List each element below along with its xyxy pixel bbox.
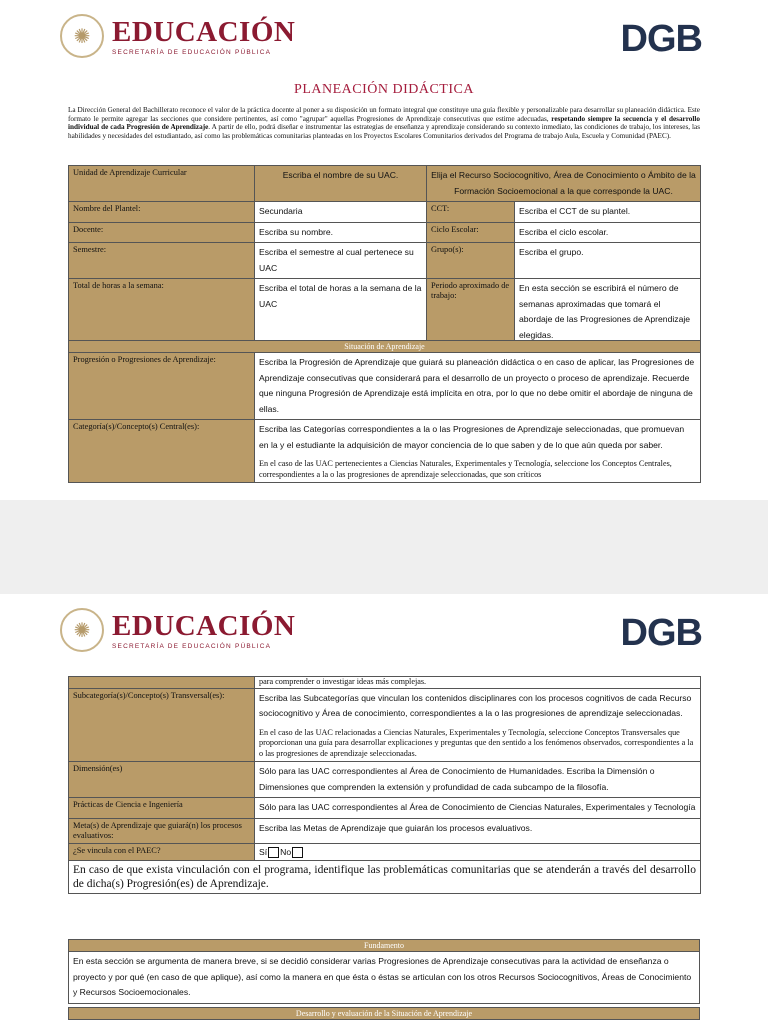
intro-paragraph: La Dirección General del Bachillerato reconoce el valor de la práctica docente al poner a su disposición un formato integral que constituye una guía flexible y personalizable para desarrollar su planeación didáctica. Este formato le permite agregar las secciones que considere pertinentes, así como "agrupar" aquellas Progresiones de Aprendizaje consecutivas que estime adecuadas, respetando siempre la secuencia y el desarrollo individual de cada Progresión de Aprendizaje. A partir de ello, podrá diseñar e instrumentar las estrategias de enseñanza y aprendizaje considerando su contexto inmediato, las condiciones de trabajo, los intereses, las habilidades y necesidades del estudiantado, así como las problemáticas comunitarias planteadas en los Proyectos Escolares Comunitarios derivados del Programa de trabajo Aula, Escuela y Comunidad (PAEC). <box>68 106 700 140</box>
categoria-field[interactable] <box>255 420 701 483</box>
docente-label: Docente: <box>69 222 255 243</box>
semestre-field[interactable]: Escriba el semestre al cual pertenece su UAC <box>255 243 427 279</box>
general-info-table <box>68 165 701 346</box>
paec-label: ¿Se vincula con el PAEC? <box>69 843 255 860</box>
logo-title-2: EDUCACIÓN <box>112 609 296 642</box>
progresion-field[interactable]: Escriba la Progresión de Aprendizaje que guiará su planeación didáctica o en caso de aplicar, las Progresiones de Aprendizaje consecutivas que considerará para el desarrollo de un proyecto o proceso de aprendizaje. Recuerde que ninguna Progresión de Aprendizaje está implícita en otra, por lo que no debe omitir el abordaje de ninguna de ellas. <box>255 353 701 420</box>
situacion-table-cont <box>68 676 701 894</box>
subcategoria-text-cnet: En el caso de las UAC relacionadas a Ciencias Naturales, Experimentales y Tecnología, seleccione Conceptos Transversales que proporcionan una guía para desarrollar explicaciones y preguntas que den sentido a los fenómenos observados, correspondientes a la o las progresiones de aprendizaje seleccionadas. <box>259 727 694 758</box>
fundamento-field[interactable]: En esta sección se argumenta de manera breve, si se decidió considerar varias Progresiones de Aprendizaje consecutivas para la actividad de enseñanza o proyecto y por qué (en caso de que aplique), así como la manera en que ésta o éstas se articulan con los otros Recursos Sociocognitivos, Áreas de Conocimiento y Recursos Socioemocionales. <box>69 952 700 1004</box>
ciclo-field[interactable]: Escriba el ciclo escolar. <box>515 222 701 243</box>
horas-field[interactable]: Escriba el total de horas a la semana de la UAC <box>255 279 427 346</box>
coat-of-arms-icon: ✺ <box>60 14 104 58</box>
paec-note[interactable]: En caso de que exista vinculación con el programa, identifique las problemáticas comunitarias que se atenderán a través del desarrollo de dicha(s) Progresión(es) de Aprendizaje. <box>69 861 701 894</box>
practicas-label: Prácticas de Ciencia e Ingeniería <box>69 798 255 819</box>
si-checkbox[interactable] <box>268 847 279 858</box>
periodo-label: Periodo aproximado de trabajo: <box>427 279 515 346</box>
fundamento-header: Fundamento <box>69 940 700 952</box>
dgb-logo-2: DGB <box>620 612 702 654</box>
subcategoria-text: Escriba las Subcategorías que vinculan los contenidos disciplinares con los procesos cognitivos de cada Recurso sociocognitivo y Área de conocimiento, correspondientes a la o las progresiones de aprendizaje seleccionadas. <box>259 692 692 719</box>
docente-field[interactable]: Escriba su nombre. <box>255 222 427 243</box>
situacion-table <box>68 340 701 483</box>
page-title: PLANEACIÓN DIDÁCTICA <box>294 82 474 97</box>
horas-label: Total de horas a la semana: <box>69 279 255 346</box>
uac-name-field[interactable]: Escriba el nombre de su UAC. <box>255 166 427 202</box>
sep-logo <box>60 14 295 58</box>
categoria-cont-text: para comprender o investigar ideas más complejas. <box>255 677 701 689</box>
cct-label: CCT: <box>427 202 515 223</box>
subcategoria-label: Subcategoría(s)/Concepto(s) Transversal(es): <box>69 688 255 762</box>
no-label: No <box>280 846 292 857</box>
logo-title: EDUCACIÓN <box>112 15 296 48</box>
metas-label: Meta(s) de Aprendizaje que guiará(n) los procesos evaluativos: <box>69 818 255 843</box>
situacion-header: Situación de Aprendizaje <box>69 341 701 353</box>
plantel-field[interactable]: Secundaria <box>255 202 427 223</box>
grupo-field[interactable]: Escriba el grupo. <box>515 243 701 279</box>
si-label: Sí <box>259 846 268 857</box>
metas-field[interactable]: Escriba las Metas de Aprendizaje que guiarán los procesos evaluativos. <box>255 818 701 843</box>
logo-subtitle: SECRETARÍA DE EDUCACIÓN PÚBLICA <box>112 48 272 56</box>
document-page-2 <box>0 594 768 1024</box>
uac-resource-field[interactable]: Elija el Recurso Sociocognitivo, Área de Conocimiento o Ámbito de la Formación Socioemocional a la que corresponde la UAC. <box>427 166 701 202</box>
dimension-field[interactable]: Sólo para las UAC correspondientes al Área de Conocimiento de Humanidades. Escriba la Dimensión o Dimensiones que comprenden la extensión y profundidad de cada subcampo de la filosofía. <box>255 762 701 798</box>
semestre-label: Semestre: <box>69 243 255 279</box>
subcategoria-field[interactable] <box>255 688 701 762</box>
categoria-label: Categoría(s)/Concepto(s) Central(es): <box>69 420 255 483</box>
grupo-label: Grupo(s): <box>427 243 515 279</box>
fundamento-table <box>68 939 700 1004</box>
no-checkbox[interactable] <box>292 847 303 858</box>
categoria-text-cnet: En el caso de las UAC pertenecientes a Ciencias Naturales, Experimentales y Tecnología, seleccione los Conceptos Centrales, correspondientes a la o las progresiones de aprendizaje seleccionadas, que son críticos <box>259 459 672 479</box>
plantel-label: Nombre del Plantel: <box>69 202 255 223</box>
uac-label: Unidad de Aprendizaje Curricular <box>69 166 255 202</box>
cct-field[interactable]: Escriba el CCT de su plantel. <box>515 202 701 223</box>
dimension-label: Dimensión(es) <box>69 762 255 798</box>
categoria-text: Escriba las Categorías correspondientes a la o las Progresiones de Aprendizaje seleccionadas, que promuevan en la y el estudiante la adquisición de mayor conciencia de lo que saben y de lo que aún queda por saber. <box>259 424 685 450</box>
practicas-field[interactable]: Sólo para las UAC correspondientes al Área de Conocimiento de Ciencias Naturales, Experimentales y Tecnología <box>255 798 701 819</box>
document-page-1 <box>0 0 768 500</box>
paec-options <box>255 843 701 860</box>
coat-of-arms-icon: ✺ <box>60 608 104 652</box>
logo-subtitle-2: SECRETARÍA DE EDUCACIÓN PÚBLICA <box>112 642 272 650</box>
periodo-field[interactable]: En esta sección se escribirá el número de semanas aproximadas que tomará el abordaje de las Progresiones de Aprendizaje elegidas. <box>515 279 701 346</box>
sep-logo-2 <box>60 608 295 652</box>
progresion-label: Progresión o Progresiones de Aprendizaje: <box>69 353 255 420</box>
ciclo-label: Ciclo Escolar: <box>427 222 515 243</box>
desarrollo-table <box>68 1007 700 1020</box>
dgb-logo: DGB <box>620 18 702 60</box>
desarrollo-header: Desarrollo y evaluación de la Situación de Aprendizaje <box>69 1008 700 1020</box>
